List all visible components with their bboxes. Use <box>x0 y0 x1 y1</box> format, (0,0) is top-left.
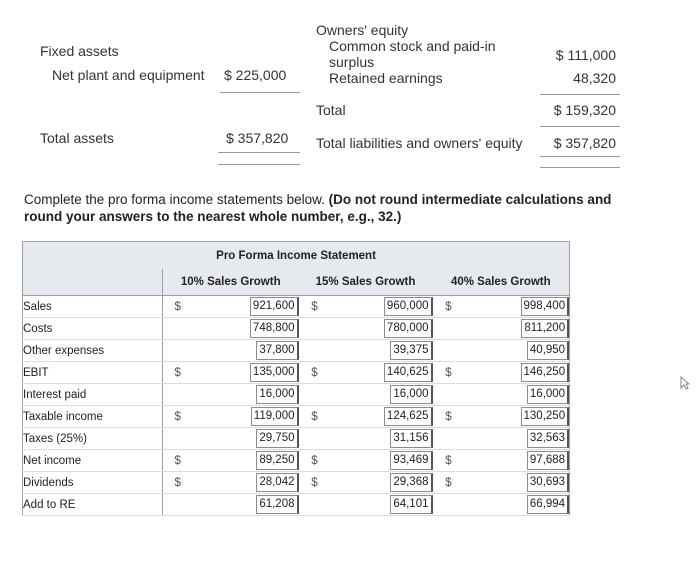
table-title-row <box>23 242 570 270</box>
cursor-icon <box>680 376 690 390</box>
answer-input[interactable]: 66,994 <box>527 495 569 514</box>
answer-input[interactable]: 40,950 <box>527 341 569 360</box>
dollar-sign: $ <box>433 472 465 494</box>
dollar-sign: $ <box>433 296 465 318</box>
row-label: Interest paid <box>23 384 163 406</box>
common-stock-label-2: surplus <box>329 54 375 70</box>
dollar-sign <box>433 318 465 340</box>
header-blank <box>23 269 163 296</box>
dollar-sign <box>433 340 465 362</box>
value-cell <box>331 340 433 362</box>
value-cell <box>465 318 570 340</box>
value-cell <box>193 472 299 494</box>
dollar-sign: $ <box>163 472 193 494</box>
net-plant-underline <box>220 92 300 93</box>
answer-input[interactable]: 130,250 <box>521 407 570 426</box>
value-cell <box>465 494 570 516</box>
answer-input[interactable]: 28,042 <box>256 473 298 492</box>
answer-input[interactable]: 135,000 <box>250 363 299 382</box>
answer-input[interactable]: 748,800 <box>250 319 299 338</box>
column-header-10: 10% Sales Growth <box>163 269 299 296</box>
answer-input[interactable]: 89,250 <box>256 451 298 470</box>
answer-input[interactable]: 16,000 <box>256 385 298 404</box>
answer-input[interactable]: 960,000 <box>384 297 433 316</box>
row-label: Taxes (25%) <box>23 428 163 450</box>
value-cell <box>465 450 570 472</box>
row-label: Dividends <box>23 472 163 494</box>
pro-forma-table <box>22 241 570 516</box>
row-label: Taxable income <box>23 406 163 428</box>
answer-input[interactable]: 146,250 <box>521 363 570 382</box>
row-label: Add to RE <box>23 494 163 516</box>
table-row <box>23 296 570 318</box>
value-cell <box>465 406 570 428</box>
value-cell <box>465 384 570 406</box>
dollar-sign: $ <box>433 362 465 384</box>
answer-input[interactable]: 29,750 <box>256 429 298 448</box>
answer-input[interactable]: 780,000 <box>384 319 433 338</box>
value-cell <box>193 296 299 318</box>
table-row <box>23 362 570 384</box>
net-plant-label: Net plant and equipment <box>52 67 205 83</box>
dollar-sign: $ <box>163 362 193 384</box>
answer-input[interactable]: 30,693 <box>527 473 569 492</box>
value-cell <box>193 384 299 406</box>
value-cell <box>331 450 433 472</box>
answer-input[interactable]: 140,625 <box>384 363 433 382</box>
row-label: Other expenses <box>23 340 163 362</box>
total-liabilities-value: $ 357,820 <box>553 135 616 151</box>
answer-input[interactable]: 93,469 <box>390 451 432 470</box>
column-header-15: 15% Sales Growth <box>299 269 433 296</box>
row-label: EBIT <box>23 362 163 384</box>
value-cell <box>331 384 433 406</box>
instructions <box>24 191 624 225</box>
answer-input[interactable]: 998,400 <box>521 297 570 316</box>
table-header-row <box>23 269 570 296</box>
dollar-sign <box>163 428 193 450</box>
answer-input[interactable]: 16,000 <box>390 385 432 404</box>
value-cell <box>331 494 433 516</box>
dollar-sign: $ <box>299 472 331 494</box>
answer-input[interactable]: 61,208 <box>256 495 298 514</box>
dollar-sign <box>299 318 331 340</box>
table-row <box>23 472 570 494</box>
total-liabilities-rule-1 <box>540 156 620 157</box>
value-cell <box>331 296 433 318</box>
value-cell <box>331 428 433 450</box>
column-header-40: 40% Sales Growth <box>433 269 570 296</box>
table-row <box>23 384 570 406</box>
equity-total-value: $ 159,320 <box>553 102 616 118</box>
table-row <box>23 450 570 472</box>
answer-input[interactable]: 31,156 <box>390 429 432 448</box>
answer-input[interactable]: 921,600 <box>250 297 299 316</box>
value-cell <box>193 362 299 384</box>
value-cell <box>193 428 299 450</box>
value-cell <box>193 340 299 362</box>
row-label: Net income <box>23 450 163 472</box>
dollar-sign <box>163 384 193 406</box>
answer-input[interactable]: 32,563 <box>527 429 569 448</box>
dollar-sign: $ <box>299 450 331 472</box>
total-liabilities-rule-2 <box>540 167 620 168</box>
equity-total-label: Total <box>316 102 346 118</box>
value-cell <box>331 318 433 340</box>
value-cell <box>193 494 299 516</box>
dollar-sign <box>299 384 331 406</box>
total-liabilities-label: Total liabilities and owners' equity <box>316 135 523 151</box>
value-cell <box>465 472 570 494</box>
owners-equity-label: Owners' equity <box>316 22 409 38</box>
value-cell <box>465 296 570 318</box>
total-assets-rule-2 <box>218 164 300 165</box>
net-plant-value: $ 225,000 <box>224 67 287 83</box>
retained-earnings-label: Retained earnings <box>329 70 443 86</box>
table-body <box>23 296 570 516</box>
value-cell <box>331 362 433 384</box>
table-row <box>23 428 570 450</box>
dollar-sign: $ <box>163 450 193 472</box>
answer-input[interactable]: 29,368 <box>390 473 432 492</box>
dollar-sign: $ <box>163 406 193 428</box>
value-cell <box>465 340 570 362</box>
dollar-sign <box>299 494 331 516</box>
dollar-sign <box>163 494 193 516</box>
dollar-sign <box>163 340 193 362</box>
equity-total-rule <box>540 126 620 127</box>
answer-input[interactable]: 16,000 <box>527 385 569 404</box>
table-row <box>23 494 570 516</box>
answer-input[interactable]: 811,200 <box>521 319 569 338</box>
value-cell <box>193 318 299 340</box>
value-cell <box>331 472 433 494</box>
instructions-bold: (Do not round intermediate calculations and round your answers to the nearest whole number, e.g., 32.) <box>24 192 612 224</box>
table-title: Pro Forma Income Statement <box>23 242 570 270</box>
fixed-assets-label: Fixed assets <box>40 43 119 59</box>
table-row <box>23 340 570 362</box>
value-cell <box>465 362 570 384</box>
answer-input[interactable]: 97,688 <box>527 451 569 470</box>
row-label: Costs <box>23 318 163 340</box>
total-assets-label: Total assets <box>40 130 114 146</box>
table-row <box>23 406 570 428</box>
table-row <box>23 318 570 340</box>
answer-input[interactable]: 124,625 <box>384 407 433 426</box>
dollar-sign <box>299 428 331 450</box>
value-cell <box>465 428 570 450</box>
dollar-sign: $ <box>299 362 331 384</box>
row-label: Sales <box>23 296 163 318</box>
dollar-sign <box>433 384 465 406</box>
common-stock-value: $ 111,000 <box>555 47 616 63</box>
total-assets-value: $ 357,820 <box>226 130 289 146</box>
retained-earnings-value: 48,320 <box>573 70 616 86</box>
value-cell <box>193 450 299 472</box>
instructions-text: Complete the pro forma income statements below. <box>24 192 329 207</box>
dollar-sign <box>163 318 193 340</box>
equity-subtotal-rule <box>540 94 620 95</box>
answer-input[interactable]: 64,101 <box>390 495 432 514</box>
answer-input[interactable]: 37,800 <box>256 341 298 360</box>
dollar-sign: $ <box>433 406 465 428</box>
dollar-sign: $ <box>299 296 331 318</box>
dollar-sign: $ <box>433 450 465 472</box>
dollar-sign <box>433 494 465 516</box>
dollar-sign: $ <box>163 296 193 318</box>
value-cell <box>331 406 433 428</box>
total-assets-rule-1 <box>218 152 300 153</box>
dollar-sign <box>299 340 331 362</box>
value-cell <box>193 406 299 428</box>
common-stock-label: Common stock and paid-in <box>329 38 496 54</box>
dollar-sign <box>433 428 465 450</box>
answer-input[interactable]: 39,375 <box>390 341 432 360</box>
dollar-sign: $ <box>299 406 331 428</box>
answer-input[interactable]: 119,000 <box>251 407 299 426</box>
